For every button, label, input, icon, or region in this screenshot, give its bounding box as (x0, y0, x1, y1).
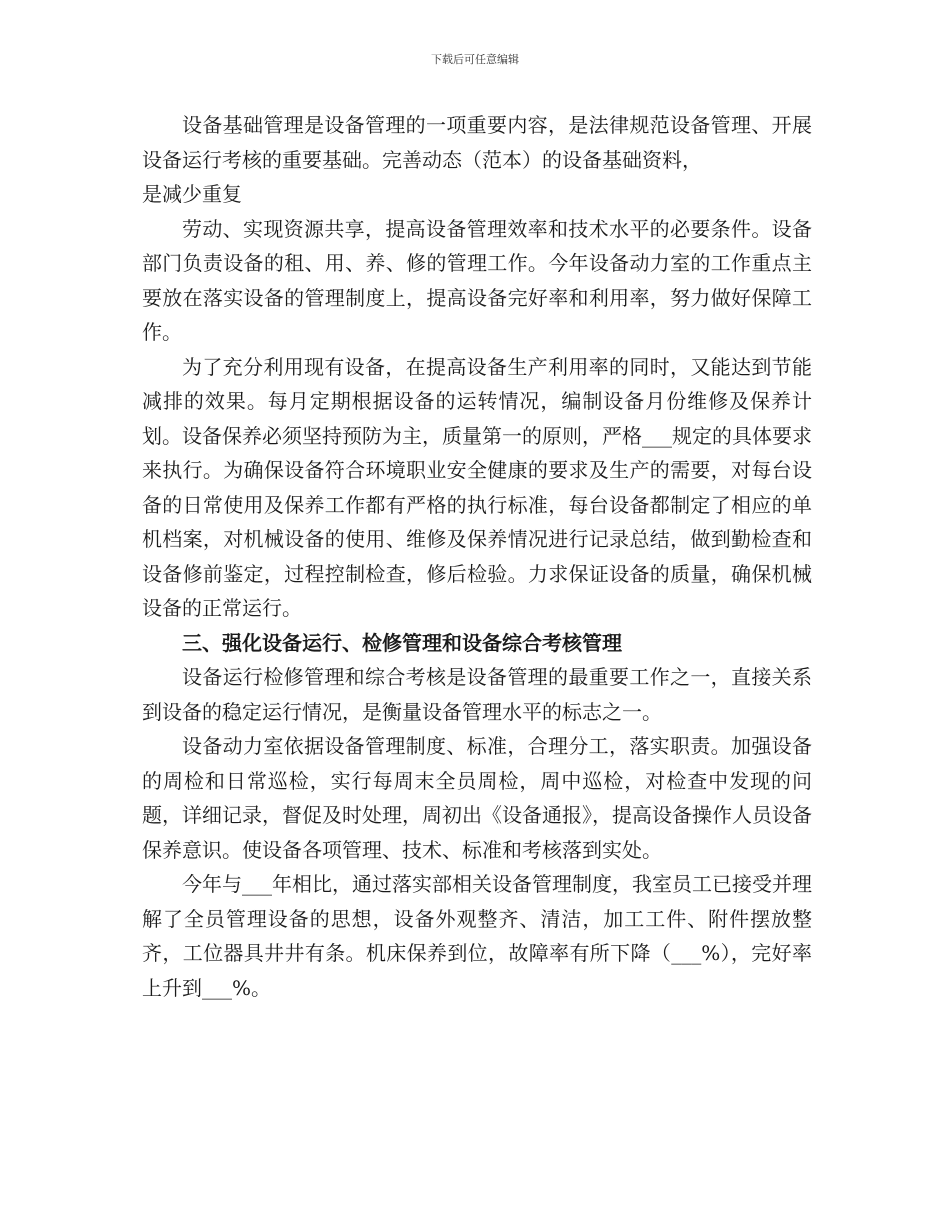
paragraph-inspection-assessment: 设备运行检修管理和综合考核是设备管理的最重要工作之一，直接关系到设备的稳定运行情况，是衡量设备管理水平的标志之一。 (142, 665, 812, 724)
paragraph-maintenance-plan: 为了充分利用现有设备，在提高设备生产利用率的同时，又能达到节能减排的效果。每月定期根据设备的运转情况，编制设备月份维修及保养计划。设备保养必须坚持预防为主，质量第一的原则，严格___规定的具体要求来执行。为确保设备符合环境职业安全健康的要求及生产的需要，对每台设备的日常使用及保养工作都有严格的执行标准，每台设备都制定了相应的单机档案，对机械设备的使用、维修及保养情况进行记录总结，做到勤检查和设备修前鉴定，过程控制检查，修后检验。力求保证设备的质量，确保机械设备的正常运行。 (142, 354, 812, 620)
paragraph-fragment-reduce-repetition: 是减少重复 (142, 182, 242, 206)
document-body (142, 108, 812, 1005)
section-heading-3: 三、强化设备运行、检修管理和设备综合考核管理 (182, 630, 622, 655)
paragraph-division-of-duties: 设备动力室依据设备管理制度、标准，合理分工，落实职责。加强设备的周检和日常巡检，实行每周末全员周检，周中巡检，对检查中发现的问题，详细记录，督促及时处理，周初出《设备通报》，提高设备操作人员设备保养意识。使设备各项管理、技术、标准和考核落到实处。 (142, 734, 812, 862)
paragraph-equipment-basic-management: 设备基础管理是设备管理的一项重要内容，是法律规范设备管理、开展设备运行考核的重要基础。完善动态（范本）的设备基础资料， (142, 113, 812, 172)
page-header-note: 下载后可任意编辑 (431, 53, 519, 66)
paragraph-resource-sharing: 劳动、实现资源共享，提高设备管理效率和技术水平的必要条件。设备部门负责设备的租、用、养、修的管理工作。今年设备动力室的工作重点主要放在落实设备的管理制度上，提高设备完好率和利用率，努力做好保障工作。 (142, 216, 812, 344)
paragraph-yearly-comparison: 今年与___年相比，通过落实部相关设备管理制度，我室员工已接受并理解了全员管理设备的思想，设备外观整齐、清洁，加工工件、附件摆放整齐，工位器具井井有条。机床保养到位，故障率有所下降（___%），完好率上升到___%。 (142, 872, 812, 1000)
